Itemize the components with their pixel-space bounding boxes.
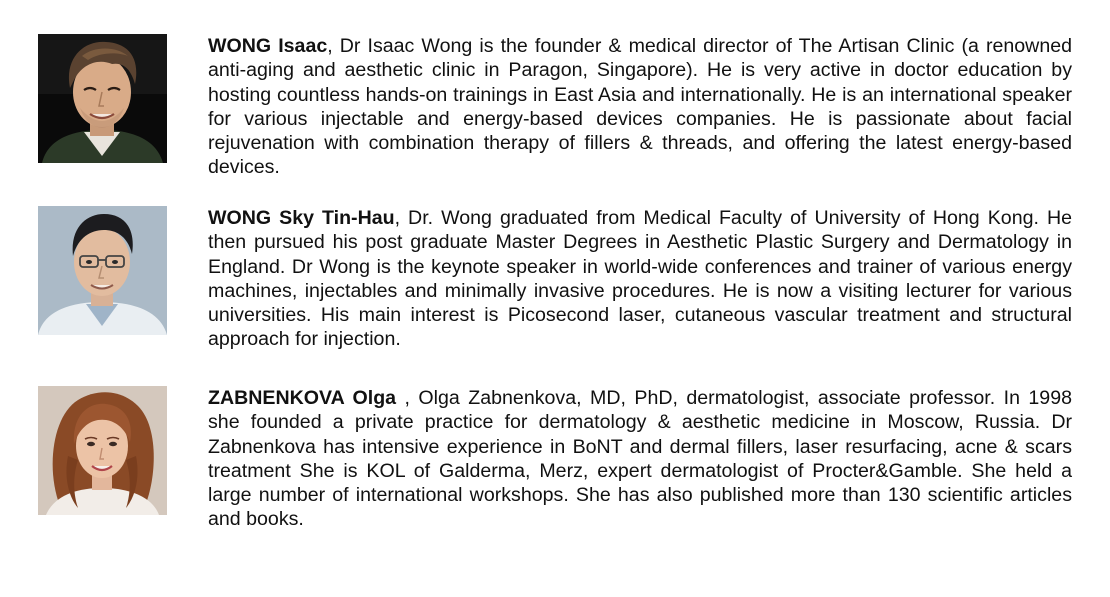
speaker-photo-wong-sky-tin-hau <box>38 206 167 335</box>
speaker-bio-text: , Dr. Wong graduated from Medical Faculty of University of Hong Kong. He then pursued his post graduate Master Degrees in Aesthetic Plastic Surgery and Dermatology in England. Dr Wong is the keynote speaker in world-wide conferences and trainer of various energy machines, injectables and minimally invasive procedures. He is now a visiting lecturer for various universities. His main interest is Picosecond laser, cutaneous vascular treatment and structural approach for injection. <box>208 207 1072 351</box>
speaker-bio <box>208 206 1072 352</box>
portrait-image <box>38 386 167 515</box>
speaker-photo-zabnenkova-olga <box>38 386 167 515</box>
speaker-bio-text: , Olga Zabnenkova, MD, PhD, dermatologist, associate professor. In 1998 she founded a private practice for dermatology & aesthetic medicine in Moscow, Russia. Dr Zabnenkova has intensive experience in BoNT and dermal fillers, laser resurfacing, acne & scars treatment She is KOL of Galderma, Merz, expert dermatologist of Procter&Gamble. She held a large number of international workshops. She has also published more than 130 scientific articles and books. <box>208 387 1073 531</box>
portrait-image <box>38 206 167 335</box>
portrait-image <box>38 34 167 163</box>
speaker-bio <box>208 386 1072 532</box>
speaker-bio-text: , Dr Isaac Wong is the founder & medical director of The Artisan Clinic (a renowned anti-aging and aesthetic clinic in Paragon, Singapore). He is very active in doctor education by hosting countless hands-on trainings in East Asia and internationally. He is an international speaker for various injectable and energy-based devices companies. He is passionate about facial rejuvenation with combination therapy of fillers & threads, and offering the latest energy-based devices. <box>208 35 1073 179</box>
speaker-name: ZABNENKOVA Olga <box>208 387 397 409</box>
speaker-name: WONG Isaac <box>208 35 328 57</box>
speaker-name: WONG Sky Tin-Hau <box>208 207 395 229</box>
speaker-photo-wong-isaac <box>38 34 167 163</box>
speaker-bio <box>208 34 1072 180</box>
